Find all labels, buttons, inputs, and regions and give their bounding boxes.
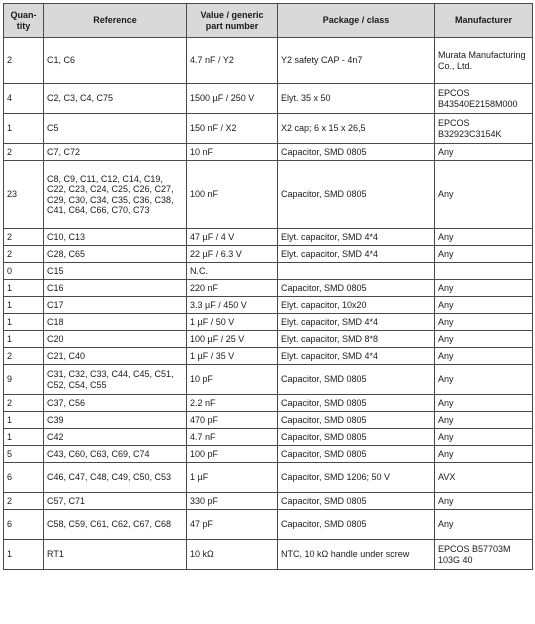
cell-package: NTC, 10 kΩ handle under screw [278,540,435,570]
cell-value: 470 pF [187,412,278,429]
cell-manufacturer: Murata Manufacturing Co., Ltd. [435,38,533,84]
cell-value: 100 pF [187,446,278,463]
header-value-line-1: Value / generic [200,9,264,20]
cell-quantity: 1 [4,331,44,348]
table-row [4,229,533,246]
table-row [4,314,533,331]
cell-value: N.C. [187,263,278,280]
table-row [4,395,533,412]
table-row [4,144,533,161]
table-row [4,348,533,365]
header-row [4,4,533,38]
cell-quantity: 2 [4,38,44,84]
cell-quantity: 1 [4,297,44,314]
cell-reference: C10, C13 [44,229,187,246]
table-row [4,510,533,540]
table-row [4,297,533,314]
table-row [4,84,533,114]
cell-reference: C16 [44,280,187,297]
cell-quantity: 4 [4,84,44,114]
cell-reference: C31, C32, C33, C44, C45, C51, C52, C54, C55 [44,365,187,395]
cell-quantity: 1 [4,280,44,297]
cell-quantity: 1 [4,114,44,144]
cell-value: 47 pF [187,510,278,540]
table-row [4,365,533,395]
cell-manufacturer: Any [435,510,533,540]
table-row [4,114,533,144]
cell-package: Elyt. capacitor, SMD 4*4 [278,246,435,263]
cell-manufacturer: EPCOS B57703M 103G 40 [435,540,533,570]
cell-manufacturer: EPCOS B43540E2158M000 [435,84,533,114]
cell-value: 4.7 nF [187,429,278,446]
cell-value: 330 pF [187,493,278,510]
cell-value: 3.3 µF / 450 V [187,297,278,314]
bom-table-body [4,38,533,570]
header-package: Package / class [278,4,435,38]
table-row [4,463,533,493]
table-row [4,331,533,348]
cell-reference: C7, C72 [44,144,187,161]
cell-reference: C21, C40 [44,348,187,365]
cell-reference: RT1 [44,540,187,570]
cell-reference: C28, C65 [44,246,187,263]
cell-reference: C37, C56 [44,395,187,412]
cell-value: 150 nF / X2 [187,114,278,144]
table-row [4,246,533,263]
cell-value: 1 µF / 50 V [187,314,278,331]
cell-manufacturer: Any [435,412,533,429]
cell-manufacturer: Any [435,246,533,263]
bom-table-container [3,3,533,570]
cell-package: Elyt. capacitor, SMD 4*4 [278,314,435,331]
cell-package: Elyt. capacitor, SMD 4*4 [278,348,435,365]
cell-quantity: 9 [4,365,44,395]
header-quantity-line-1: Quan- [10,9,37,20]
cell-manufacturer: Any [435,365,533,395]
cell-package: Capacitor, SMD 0805 [278,161,435,229]
cell-value: 100 µF / 25 V [187,331,278,348]
cell-reference: C42 [44,429,187,446]
cell-value: 100 nF [187,161,278,229]
cell-value: 1500 µF / 250 V [187,84,278,114]
cell-value: 1 µF [187,463,278,493]
cell-package: Capacitor, SMD 1206; 50 V [278,463,435,493]
cell-quantity: 2 [4,493,44,510]
cell-package: Elyt. 35 x 50 [278,84,435,114]
cell-package: X2 cap; 6 x 15 x 26,5 [278,114,435,144]
cell-reference: C57, C71 [44,493,187,510]
table-row [4,540,533,570]
cell-manufacturer [435,263,533,280]
cell-manufacturer: Any [435,348,533,365]
cell-package: Capacitor, SMD 0805 [278,493,435,510]
cell-manufacturer: Any [435,493,533,510]
table-row [4,446,533,463]
cell-reference: C43, C60, C63, C69, C74 [44,446,187,463]
cell-quantity: 5 [4,446,44,463]
cell-quantity: 2 [4,348,44,365]
cell-quantity: 6 [4,463,44,493]
header-quantity [4,4,44,38]
cell-reference: C8, C9, C11, C12, C14, C19, C22, C23, C24, C25, C26, C27, C29, C30, C34, C35, C36, C38, C41, C64, C66, C70, C73 [44,161,187,229]
table-row [4,429,533,446]
cell-value: 10 pF [187,365,278,395]
table-row [4,280,533,297]
cell-quantity: 1 [4,412,44,429]
cell-package: Elyt. capacitor, SMD 8*8 [278,331,435,348]
cell-package: Capacitor, SMD 0805 [278,144,435,161]
cell-manufacturer: Any [435,446,533,463]
cell-quantity: 0 [4,263,44,280]
cell-reference: C58, C59, C61, C62, C67, C68 [44,510,187,540]
cell-quantity: 1 [4,429,44,446]
table-row [4,412,533,429]
cell-manufacturer: Any [435,331,533,348]
cell-reference: C17 [44,297,187,314]
cell-quantity: 2 [4,246,44,263]
cell-manufacturer: Any [435,395,533,412]
cell-manufacturer: Any [435,429,533,446]
header-value-line-2: part number [205,20,259,31]
cell-manufacturer: Any [435,280,533,297]
cell-quantity: 23 [4,161,44,229]
cell-package: Capacitor, SMD 0805 [278,446,435,463]
cell-reference: C18 [44,314,187,331]
cell-reference: C15 [44,263,187,280]
cell-package: Capacitor, SMD 0805 [278,510,435,540]
cell-manufacturer: EPCOS B32923C3154K [435,114,533,144]
cell-package: Elyt. capacitor, 10x20 [278,297,435,314]
cell-quantity: 1 [4,540,44,570]
cell-value: 22 µF / 6.3 V [187,246,278,263]
cell-manufacturer: Any [435,297,533,314]
cell-reference: C39 [44,412,187,429]
cell-package: Capacitor, SMD 0805 [278,395,435,412]
cell-quantity: 2 [4,229,44,246]
cell-reference: C2, C3, C4, C75 [44,84,187,114]
cell-package: Y2 safety CAP - 4n7 [278,38,435,84]
cell-value: 10 nF [187,144,278,161]
cell-value: 10 kΩ [187,540,278,570]
cell-manufacturer: Any [435,229,533,246]
cell-manufacturer: Any [435,314,533,331]
cell-quantity: 2 [4,144,44,161]
cell-value: 1 µF / 35 V [187,348,278,365]
cell-reference: C20 [44,331,187,348]
cell-value: 220 nF [187,280,278,297]
cell-package: Elyt. capacitor, SMD 4*4 [278,229,435,246]
cell-package: Capacitor, SMD 0805 [278,365,435,395]
cell-package: Capacitor, SMD 0805 [278,280,435,297]
table-row [4,493,533,510]
cell-package [278,263,435,280]
bill-of-materials-table [3,3,533,570]
cell-quantity: 2 [4,395,44,412]
table-row [4,263,533,280]
cell-quantity: 6 [4,510,44,540]
header-value [187,4,278,38]
header-reference: Reference [44,4,187,38]
cell-package: Capacitor, SMD 0805 [278,429,435,446]
table-row [4,38,533,84]
cell-manufacturer: AVX [435,463,533,493]
cell-value: 47 µF / 4 V [187,229,278,246]
table-row [4,161,533,229]
cell-reference: C5 [44,114,187,144]
cell-value: 4.7 nF / Y2 [187,38,278,84]
cell-package: Capacitor, SMD 0805 [278,412,435,429]
cell-quantity: 1 [4,314,44,331]
cell-manufacturer: Any [435,144,533,161]
cell-reference: C1, C6 [44,38,187,84]
header-manufacturer: Manufacturer [435,4,533,38]
header-quantity-line-2: tity [16,20,31,31]
cell-manufacturer: Any [435,161,533,229]
cell-value: 2.2 nF [187,395,278,412]
cell-reference: C46, C47, C48, C49, C50, C53 [44,463,187,493]
